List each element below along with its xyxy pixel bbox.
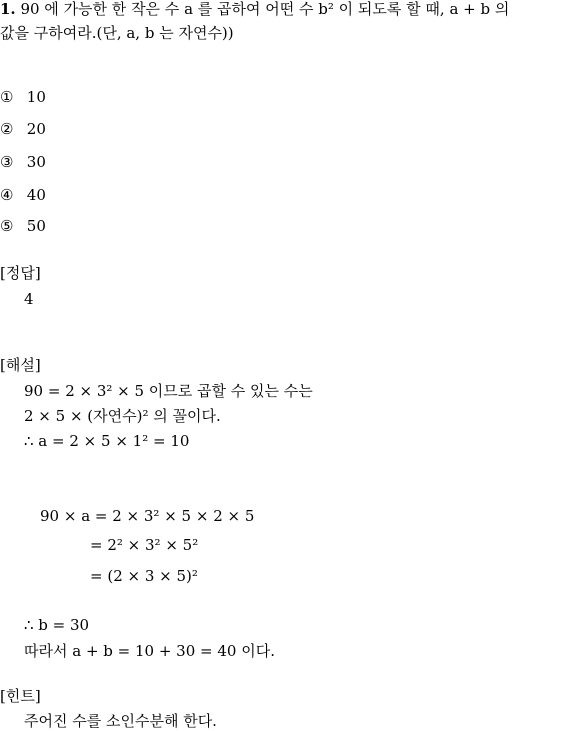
- equation-line: 90 × a = 2 × 3² × 5 × 2 × 5: [40, 507, 255, 525]
- choice-4[interactable]: [0, 186, 46, 204]
- hint-text: 주어진 수를 소인수분해 한다.: [24, 712, 217, 730]
- choice-marker: ②: [0, 120, 14, 138]
- choice-marker: ③: [0, 153, 14, 171]
- choice-text: 30: [26, 153, 46, 171]
- choice-3[interactable]: [0, 153, 46, 171]
- answer-heading: [정답]: [0, 264, 41, 282]
- explanation-line: 2 × 5 × (자연수)² 의 꼴이다.: [24, 407, 221, 425]
- equation-line: = (2 × 3 × 5)²: [90, 567, 198, 585]
- question-number: 1.: [0, 0, 16, 18]
- choice-marker: ⑤: [0, 217, 14, 235]
- question-line-1: [0, 0, 509, 18]
- choice-marker: ①: [0, 88, 14, 106]
- explanation-heading: [해설]: [0, 356, 41, 374]
- choice-text: 50: [26, 217, 46, 235]
- choice-text: 40: [26, 186, 46, 204]
- choice-text: 10: [26, 88, 46, 106]
- question-text-1: 90 에 가능한 한 작은 수 a 를 곱하여 어떤 수 b² 이 되도록 할 때, a + b 의: [20, 0, 510, 18]
- choice-2[interactable]: [0, 120, 46, 138]
- explanation-line: ∴ a = 2 × 5 × 1² = 10: [24, 432, 190, 450]
- hint-heading: [힌트]: [0, 687, 41, 705]
- choice-text: 20: [26, 120, 46, 138]
- conclusion-line: 따라서 a + b = 10 + 30 = 40 이다.: [24, 642, 275, 660]
- explanation-line: 90 = 2 × 3² × 5 이므로 곱할 수 있는 수는: [24, 382, 313, 400]
- choice-1[interactable]: [0, 88, 46, 106]
- answer-value: 4: [24, 290, 34, 308]
- question-line-2: 값을 구하여라.(단, a, b 는 자연수)): [0, 24, 234, 42]
- choice-5[interactable]: [0, 217, 46, 235]
- equation-line: = 2² × 3² × 5²: [90, 536, 199, 554]
- conclusion-line: ∴ b = 30: [24, 616, 90, 634]
- choice-marker: ④: [0, 186, 14, 204]
